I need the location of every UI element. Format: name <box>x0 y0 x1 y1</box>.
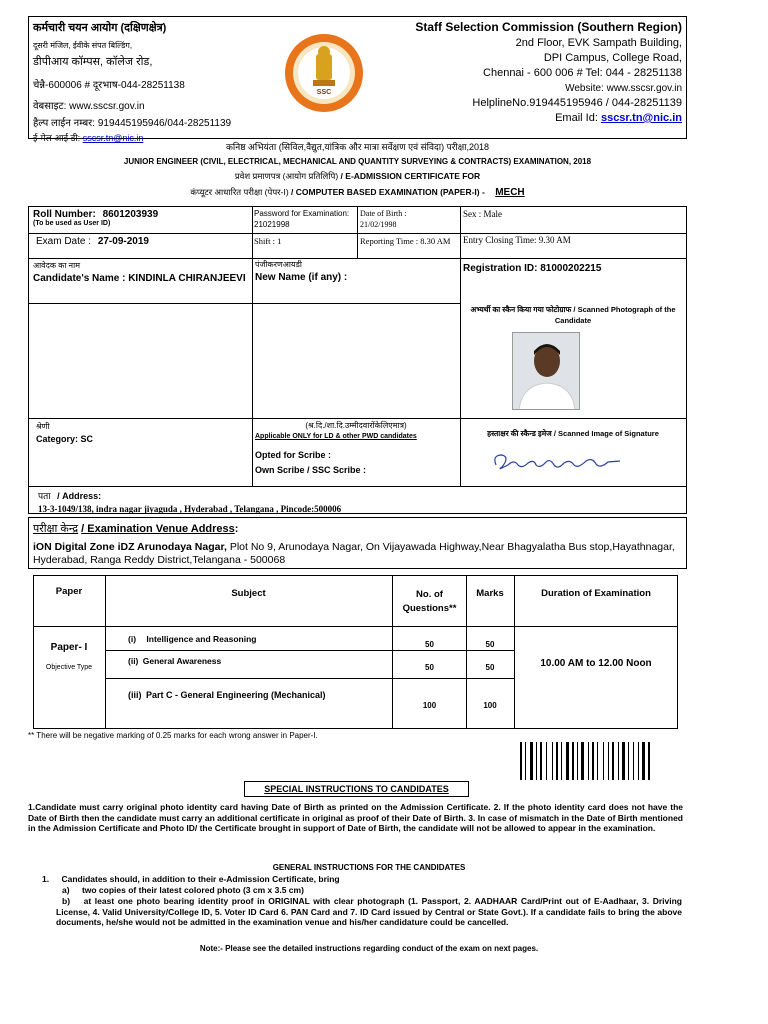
registration-id <box>463 263 683 274</box>
hindi-website: वेबसाइट: www.sscsr.gov.in <box>33 101 145 112</box>
name-hindi: आवेदक का नाम <box>33 261 80 270</box>
signature-image <box>488 449 628 475</box>
header-marks: Marks <box>476 588 504 599</box>
name-value: KINDINLA CHIRANJEEVI <box>128 273 246 284</box>
scribe-note: Applicable ONLY for LD & other PWD candidates <box>255 433 417 440</box>
row-marks: 100 <box>483 701 497 710</box>
password <box>254 208 354 230</box>
address-heading <box>38 489 678 502</box>
phone: Chennai - 600 006 # Tel: 044 - 28251138 <box>483 67 682 79</box>
barcode-icon <box>520 742 683 780</box>
table-row <box>128 656 390 666</box>
sex <box>463 209 683 219</box>
signature-caption <box>468 428 678 439</box>
roll-number <box>33 209 249 227</box>
entry-closing-time <box>463 235 683 245</box>
hindi-phone: चेन्नै-600006 # दूरभाष-044-28251138 <box>33 80 185 91</box>
general-item-a-label: a) <box>62 885 70 895</box>
reporting-label: Reporting Time : <box>360 236 419 246</box>
table-row <box>128 690 390 700</box>
row-questions: 100 <box>422 701 437 710</box>
address <box>38 489 678 514</box>
cert-line <box>28 171 687 182</box>
hindi-org-name: कर्मचारी चयन आयोग (दक्षिणक्षेत्र) <box>33 22 167 34</box>
roll-label: Roll Number: <box>33 209 96 220</box>
general-note: Note:- Please see the detailed instructions regarding conduct of the exam on next pages. <box>199 944 539 953</box>
hindi-address-line1: दूसरी मंजिल, ईवीके संपत बिल्डिंग, <box>33 41 133 50</box>
cert-english: / E-ADMISSION CERTIFICATE FOR <box>340 171 481 181</box>
row-marks: 50 <box>485 640 495 649</box>
general-item-a <box>62 885 662 895</box>
table-row <box>128 634 390 644</box>
password-label: Password for Examination: <box>254 209 350 218</box>
shift-label: Shift : <box>254 236 276 246</box>
sign-caption-hindi: हस्ताक्षर की स्कैन्ड इमेज / <box>487 429 556 438</box>
email-label: Email Id: <box>555 112 598 124</box>
org-name: Staff Selection Commission (Southern Region) <box>415 20 682 34</box>
exam-date <box>36 236 250 247</box>
reg-value: 81000202215 <box>540 263 602 274</box>
cbe-english: / COMPUTER BASED EXAMINATION (PAPER-I) - <box>291 187 485 197</box>
row-questions: 50 <box>425 640 434 649</box>
helpline: HelplineNo.919445195946 / 044-28251139 <box>472 97 682 109</box>
email-link[interactable]: sscsr.tn@nic.in <box>600 112 682 124</box>
table-line <box>33 626 678 627</box>
venue-heading-colon: : <box>234 523 239 535</box>
address-value: 13-3-1049/138, indra nagar jiyaguda , Hyderabad , Telangana , Pincode:500006 <box>38 504 342 514</box>
sex-value: Male <box>483 209 503 219</box>
stream: MECH <box>495 187 525 198</box>
reporting-time <box>360 236 458 247</box>
photo-caption <box>468 304 678 326</box>
password-value: 21021998 <box>254 220 290 229</box>
name-line <box>33 273 249 285</box>
general-item-1-num: 1. <box>42 874 50 884</box>
general-heading: GENERAL INSTRUCTIONS FOR THE CANDIDATES <box>272 863 466 872</box>
sex-label: Sex : <box>463 209 482 219</box>
cbe-hindi: कंप्यूटर आधारित परीक्षा (पेपर-I) <box>190 187 289 197</box>
grid-line <box>357 206 358 258</box>
scribe-section <box>255 420 457 475</box>
website: Website: www.sscsr.gov.in <box>565 83 682 94</box>
grid-line <box>28 486 687 487</box>
date-of-birth <box>360 208 458 230</box>
regid-hindi: पंजीकरणआयडी <box>255 260 302 269</box>
venue-heading-hindi: परीक्षा केन्द्र <box>33 523 79 535</box>
special-heading: SPECIAL INSTRUCTIONS TO CANDIDATES <box>244 781 469 797</box>
exam-date-value: 27-09-2019 <box>97 236 149 247</box>
table-line <box>105 650 514 651</box>
exam-date-label: Exam Date : <box>36 236 92 247</box>
email <box>380 112 682 124</box>
new-name-label: New Name (if any) : <box>255 272 348 283</box>
entry-label: Entry Closing Time: <box>463 235 537 245</box>
grid-line <box>28 418 687 419</box>
exam-title-english: JUNIOR ENGINEER (CIVIL, ELECTRICAL, MECHANICAL AND QUANTITY SURVEYING & CONTRACTS) EXAMINATION, 2018 <box>123 157 592 166</box>
new-name <box>255 259 455 283</box>
general-item-b-text: at least one photo bearing identity proof in ORIGINAL with clear photograph (1. Passport, 2. AADHAAR Card/Print out of E-Aadhaar, 3. Driving License, 4. Valid University/College ID, 5. Voter ID Card 6. PAN Card and 7. ID Card issued by Central or State Govt.). If a candidate fails to bring the above documents, he/she would not be admitted in the examination venue and his/her candidature could be cancelled. <box>56 896 682 927</box>
negative-marking-note: ** There will be negative marking of 0.25 marks for each wrong answer in Paper-I. <box>28 731 318 740</box>
candidate-photo <box>512 332 580 410</box>
cert-hindi: प्रवेश प्रमाणपत्र (आयोग प्रतिलिपि) <box>234 171 339 181</box>
header-right <box>380 20 682 124</box>
address-line2: DPI Campus, College Road, <box>543 52 682 64</box>
roll-value: 8601203939 <box>102 209 159 220</box>
ssc-emblem-icon <box>283 32 365 114</box>
ssc-logo <box>283 32 365 114</box>
address-hindi: पता <box>38 491 51 501</box>
header-paper: Paper <box>55 586 83 597</box>
row-subject: Part C - General Engineering (Mechanical) <box>146 690 326 700</box>
roll-note: (To be used as User ID) <box>33 220 111 227</box>
category-value: SC <box>80 434 94 444</box>
row-questions: 50 <box>425 663 434 672</box>
paper-type: Objective Type <box>45 664 93 671</box>
shift-value: 1 <box>277 236 282 246</box>
dob-label: Date of Birth : <box>360 209 407 218</box>
exam-title <box>28 140 687 198</box>
hindi-address-line2: डीपीआय कॉम्पस, कॉलेज रोड, <box>33 56 153 68</box>
barcode <box>520 742 683 780</box>
own-scribe: Own Scribe / SSC Scribe : <box>255 465 367 475</box>
exam-title-hindi: कनिष्ठ अभियंता (सिविल,वैद्युत,यांत्रिक और मात्रा सर्वेक्षण एवं संविदा) परीक्षा,2018 <box>225 142 490 152</box>
general-item-b-label: b) <box>62 896 71 906</box>
header-duration: Duration of Examination <box>541 588 651 599</box>
reg-label: Registration ID: <box>463 263 538 274</box>
shift <box>254 236 354 246</box>
photo-caption-english: Scanned Photograph of the Candidate <box>554 305 676 325</box>
header-questions: No. of Questions** <box>402 589 457 614</box>
category <box>36 421 250 444</box>
row-num: (ii) <box>128 656 139 666</box>
person-icon <box>513 333 580 410</box>
row-marks: 50 <box>485 663 495 672</box>
header-subject: Subject <box>231 588 266 599</box>
candidate-name <box>33 260 249 285</box>
general-item-1-text: Candidates should, in addition to their e-Admission Certificate, bring <box>61 874 340 884</box>
category-line <box>36 434 250 444</box>
sign-caption-english: Scanned Image of Signature <box>558 429 659 438</box>
hindi-email-label: ई-मेल आई डी: <box>33 133 81 143</box>
grid-line <box>252 206 253 486</box>
venue-name: iON Digital Zone iDZ Arunodaya Nagar, <box>33 541 227 553</box>
dob-value: 21/02/1998 <box>360 220 397 229</box>
general-item-b <box>56 896 682 928</box>
duration-value: 10.00 AM to 12.00 Noon <box>540 658 652 669</box>
venue-heading-english: / Examination Venue Address <box>81 523 235 535</box>
category-label: Category: <box>36 434 79 444</box>
venue-heading <box>33 521 673 536</box>
reporting-value: 8.30 AM <box>420 236 451 246</box>
name-label: Candidate's Name : <box>33 273 126 284</box>
special-text: 1.Candidate must carry original photo identity card having Date of Birth as printed on the Admission Certificate. 2. If the photo identity card does not have the Date of Birth then the candidate must carry an additional certificate in original as proof of their Date of Birth. 3. In case of mismatch in the Date of Birth mentioned in the Admission Certificate and Photo ID/ the Certificate brought in support of Date of Birth, the candidate will not be allowed to appear in the examination. <box>28 802 683 833</box>
grid-line <box>28 303 460 304</box>
address-line1: 2nd Floor, EVK Sampath Building, <box>515 37 682 49</box>
address-label: / Address: <box>57 491 102 501</box>
general-item-1 <box>42 874 682 884</box>
hindi-helpline: हैल्प लाईन नम्बर: 919445195946/044-28251139 <box>33 118 232 129</box>
venue-address <box>33 541 683 567</box>
photo-caption-hindi: अभ्यर्थी का स्कैन किया गया फोटोग्राफ / <box>470 305 576 314</box>
signature-icon <box>488 449 628 475</box>
logo-text: SSC <box>316 89 332 96</box>
row-subject: Intelligence and Reasoning <box>146 634 257 644</box>
row-num: (i) <box>128 634 137 644</box>
entry-value: 9.30 AM <box>538 235 571 245</box>
scribe-hindi: (श्र.दि./शा.दि.उम्मीदवारोंकेलिएमात्र) <box>305 421 407 430</box>
paper-name: Paper- I <box>50 642 88 653</box>
hindi-email-link[interactable]: sscsr.tn@nic.in <box>82 133 144 143</box>
general-item-a-text: two copies of their latest colored photo (3 cm x 3.5 cm) <box>81 885 304 895</box>
row-subject: General Awareness <box>142 656 222 666</box>
table-line <box>105 678 514 679</box>
category-hindi: श्रेणी <box>36 422 50 431</box>
venue-address-text: Plot No 9, Arunodaya Nagar, On Vijayawada Highway,Near Bhagyalatha Bus stop,Hayathnagar, Hyderabad, Ranga Reddy District,Telangana - 500068 <box>33 541 675 566</box>
cbe-line <box>28 187 687 198</box>
grid-line <box>460 206 461 486</box>
row-num: (iii) <box>128 690 142 700</box>
header-left <box>33 20 273 144</box>
opted-scribe: Opted for Scribe : <box>255 450 332 460</box>
